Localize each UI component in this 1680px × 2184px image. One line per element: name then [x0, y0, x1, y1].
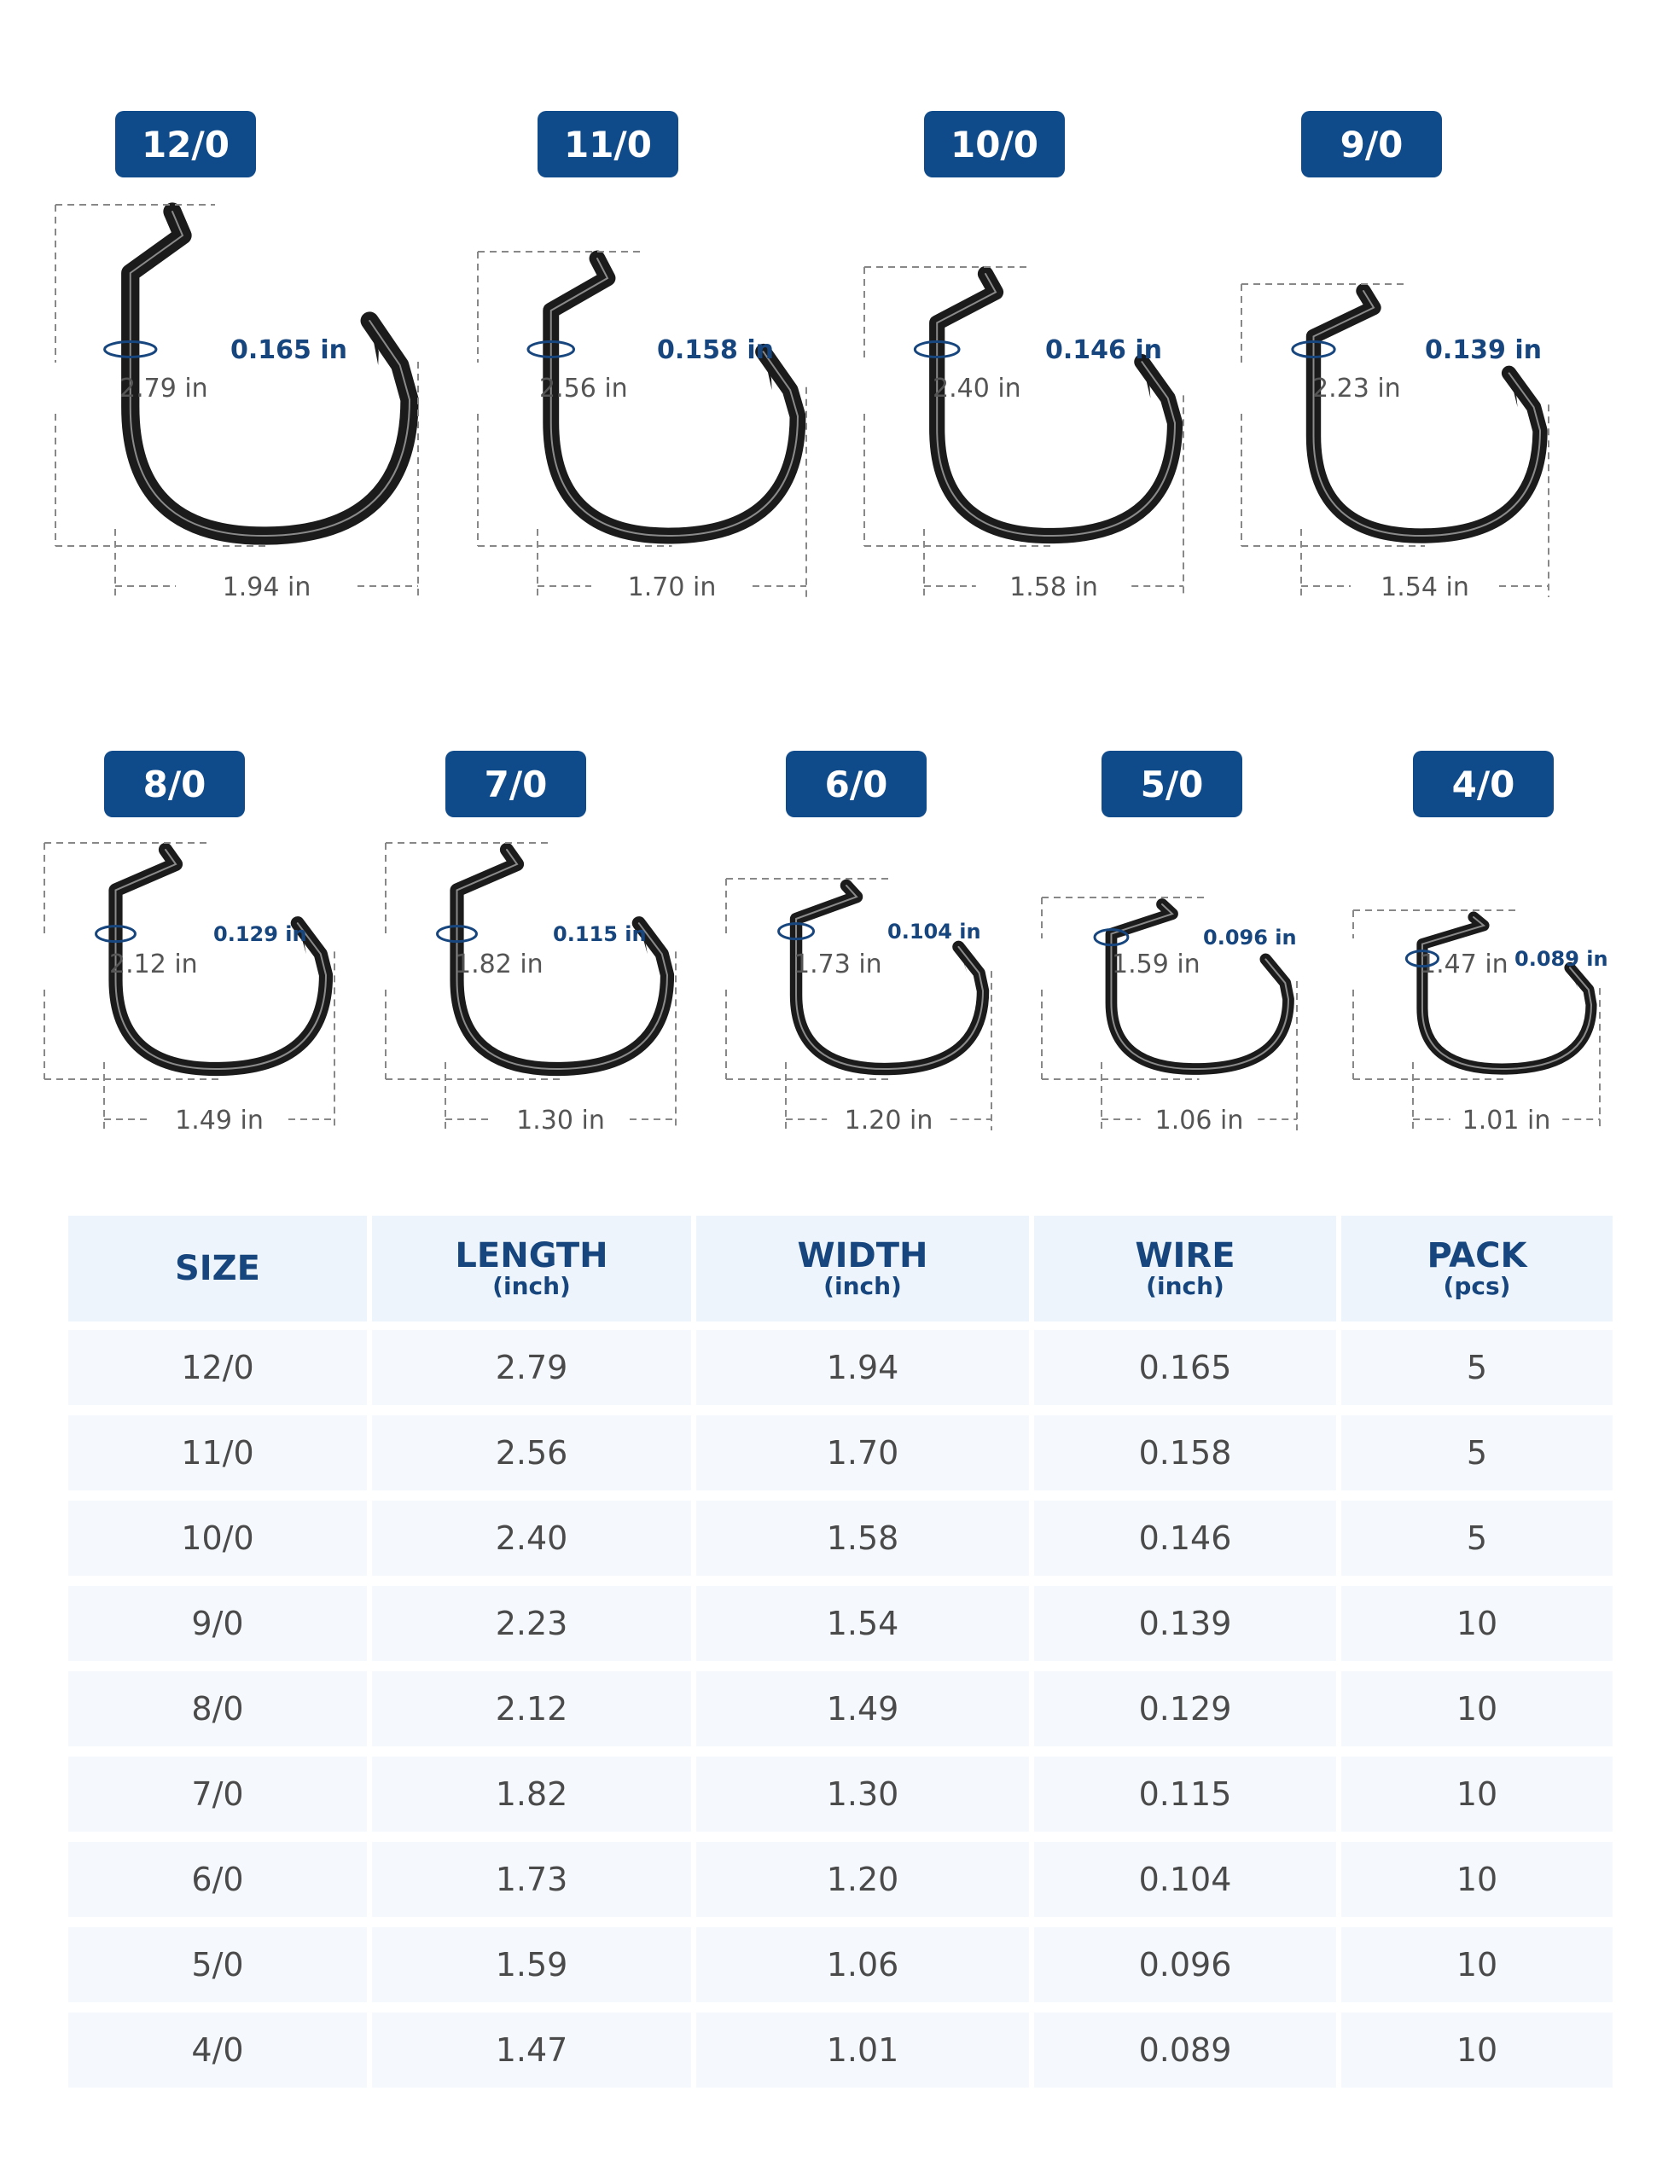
table-cell [696, 2013, 1029, 2088]
header-unit: (inch) [823, 1272, 902, 1300]
size-badge-label: 5/0 [1140, 764, 1204, 806]
table-cell [372, 1415, 691, 1490]
table-cell [1034, 2013, 1336, 2088]
wire-label: 0.089 in [1514, 947, 1608, 971]
cell-value: 1.94 [826, 1349, 899, 1386]
table-row [68, 1586, 1613, 1661]
hook-diagram [478, 111, 806, 602]
table-cell [1034, 1415, 1336, 1490]
wire-label: 0.096 in [1203, 926, 1297, 950]
length-label: 2.40 in [933, 374, 1021, 404]
cell-value: 4/0 [191, 2031, 244, 2069]
cell-value: 1.20 [826, 1861, 899, 1898]
table-cell [68, 1415, 367, 1490]
header-width [696, 1216, 1029, 1321]
cell-value: 10 [1456, 1861, 1498, 1898]
table-cell [1034, 1757, 1336, 1832]
wire-label: 0.158 in [657, 335, 774, 365]
table-cell [696, 1330, 1029, 1405]
cell-value: 5/0 [191, 1946, 244, 1984]
cell-value: 10 [1456, 1946, 1498, 1984]
cell-value: 2.56 [495, 1434, 568, 1472]
width-label: 1.06 in [1154, 1106, 1244, 1136]
cell-value: 10 [1456, 1690, 1498, 1728]
header-label: WIDTH [797, 1236, 928, 1275]
table-cell [696, 1842, 1029, 1917]
hook-diagram [864, 111, 1183, 602]
width-label: 1.20 in [844, 1106, 933, 1136]
table-cell [1341, 1330, 1613, 1405]
table-cell [372, 1501, 691, 1576]
table-cell [1034, 1501, 1336, 1576]
table-cell [696, 1671, 1029, 1746]
table-row [68, 1927, 1613, 2002]
cell-value: 6/0 [191, 1861, 244, 1898]
length-label: 2.23 in [1312, 374, 1401, 404]
table-cell [68, 1586, 367, 1661]
header-label: PACK [1427, 1236, 1527, 1275]
table-cell [1034, 1927, 1336, 2002]
table-cell [1341, 1415, 1613, 1490]
table-cell [372, 1842, 691, 1917]
size-badge-label: 9/0 [1340, 124, 1404, 166]
hook-diagram [55, 111, 418, 602]
size-badge-label: 10/0 [950, 124, 1039, 166]
length-label: 2.12 in [109, 950, 198, 979]
table-cell [68, 1842, 367, 1917]
hook-shape [937, 274, 1175, 536]
cell-value: 0.115 [1138, 1775, 1232, 1813]
width-guide [538, 387, 806, 597]
header-unit: (pcs) [1443, 1272, 1511, 1300]
size-badge-label: 7/0 [484, 764, 548, 806]
cell-value: 7/0 [191, 1775, 244, 1813]
cell-value: 0.146 [1138, 1519, 1232, 1557]
header-length [372, 1216, 691, 1321]
cell-value: 10 [1456, 1605, 1498, 1642]
hook-diagram [726, 751, 991, 1136]
width-label: 1.54 in [1381, 572, 1469, 602]
cell-value: 0.139 [1138, 1605, 1232, 1642]
width-label: 1.58 in [1009, 572, 1098, 602]
header-pack [1341, 1216, 1613, 1321]
table-cell [372, 1586, 691, 1661]
cell-value: 11/0 [181, 1434, 254, 1472]
cell-value: 1.70 [826, 1434, 899, 1472]
length-label: 1.82 in [455, 950, 544, 979]
table-body [68, 1330, 1613, 2088]
hook-shape [1314, 291, 1541, 536]
header-wire [1034, 1216, 1336, 1321]
cell-value: 0.165 [1138, 1349, 1232, 1386]
cell-value: 5 [1466, 1349, 1488, 1386]
cell-value: 2.79 [495, 1349, 568, 1386]
table-cell [372, 1330, 691, 1405]
table-cell [1034, 1586, 1336, 1661]
cell-value: 1.54 [826, 1605, 899, 1642]
table-cell [1341, 1586, 1613, 1661]
length-label: 2.56 in [539, 374, 628, 404]
length-label: 1.73 in [793, 950, 882, 979]
table-cell [1341, 1927, 1613, 2002]
cell-value: 5 [1466, 1434, 1488, 1472]
size-badge-label: 6/0 [824, 764, 888, 806]
cell-value: 10 [1456, 1775, 1498, 1813]
table-cell [372, 2013, 691, 2088]
table-cell [68, 1671, 367, 1746]
hook-diagram [1353, 751, 1608, 1136]
table-cell [1341, 1757, 1613, 1832]
size-badge-label: 12/0 [141, 124, 230, 166]
hook-highlight [937, 274, 1175, 536]
width-label: 1.30 in [516, 1106, 605, 1136]
header-unit: (inch) [492, 1272, 571, 1300]
table-cell [1341, 1501, 1613, 1576]
table-cell [68, 2013, 367, 2088]
header-size [68, 1216, 367, 1321]
wire-label: 0.129 in [213, 922, 307, 946]
cell-value: 5 [1466, 1519, 1488, 1557]
table-cell [1341, 1671, 1613, 1746]
wire-label: 0.139 in [1425, 335, 1542, 365]
table-cell [696, 1927, 1029, 2002]
wire-label: 0.146 in [1045, 335, 1162, 365]
wire-label: 0.104 in [887, 920, 981, 944]
cell-value: 1.49 [826, 1690, 899, 1728]
cell-value: 10/0 [181, 1519, 254, 1557]
cell-value: 2.40 [495, 1519, 568, 1557]
table-cell [1034, 1671, 1336, 1746]
size-badge-label: 11/0 [563, 124, 653, 166]
table-header-row [68, 1216, 1613, 1321]
table-cell [1034, 1330, 1336, 1405]
table-row [68, 1671, 1613, 1746]
table-cell [1341, 2013, 1613, 2088]
hook-diagram [44, 751, 334, 1136]
cell-value: 0.096 [1138, 1946, 1232, 1984]
wire-label: 0.115 in [553, 922, 647, 946]
cell-value: 0.129 [1138, 1690, 1232, 1728]
table-row [68, 1842, 1613, 1917]
table-cell [68, 1501, 367, 1576]
hook-diagram [1042, 751, 1297, 1136]
cell-value: 1.47 [495, 2031, 568, 2069]
cell-value: 0.089 [1138, 2031, 1232, 2069]
table-row [68, 1501, 1613, 1576]
table-cell [372, 1671, 691, 1746]
table-row [68, 2013, 1613, 2088]
table-cell [372, 1927, 691, 2002]
cell-value: 8/0 [191, 1690, 244, 1728]
cell-value: 1.73 [495, 1861, 568, 1898]
header-label: SIZE [174, 1249, 261, 1288]
spec-table [68, 1216, 1613, 2098]
table-cell [696, 1501, 1029, 1576]
table-cell [1034, 1842, 1336, 1917]
table-row [68, 1330, 1613, 1405]
width-label: 1.49 in [175, 1106, 264, 1136]
cell-value: 1.58 [826, 1519, 899, 1557]
hook-diagram [1241, 111, 1549, 602]
cell-value: 2.23 [495, 1605, 568, 1642]
width-label: 1.94 in [222, 572, 311, 602]
cell-value: 0.158 [1138, 1434, 1232, 1472]
table-cell [68, 1330, 367, 1405]
cell-value: 1.01 [826, 2031, 899, 2069]
cell-value: 9/0 [191, 1605, 244, 1642]
length-label: 1.47 in [1420, 950, 1509, 979]
cell-value: 1.30 [826, 1775, 899, 1813]
width-label: 1.70 in [627, 572, 717, 602]
table-cell [696, 1415, 1029, 1490]
length-label: 1.59 in [1112, 950, 1200, 979]
header-unit: (inch) [1146, 1272, 1224, 1300]
cell-value: 1.06 [826, 1946, 899, 1984]
cell-value: 12/0 [181, 1349, 254, 1386]
hook-diagram [386, 751, 676, 1136]
cell-value: 10 [1456, 2031, 1498, 2069]
wire-label: 0.165 in [230, 335, 347, 365]
table-cell [372, 1757, 691, 1832]
cell-value: 1.59 [495, 1946, 568, 1984]
table-cell [1341, 1842, 1613, 1917]
table-cell [68, 1927, 367, 2002]
size-badge-label: 8/0 [142, 764, 206, 806]
header-label: LENGTH [455, 1236, 608, 1275]
cell-value: 0.104 [1138, 1861, 1232, 1898]
hook-shape [1422, 917, 1591, 1069]
cell-value: 2.12 [495, 1690, 568, 1728]
table-row [68, 1415, 1613, 1490]
cell-value: 1.82 [495, 1775, 568, 1813]
length-label: 2.79 in [119, 374, 208, 404]
table-row [68, 1757, 1613, 1832]
size-badge-label: 4/0 [1451, 764, 1515, 806]
table-cell [68, 1757, 367, 1832]
width-label: 1.01 in [1462, 1106, 1551, 1136]
header-label: WIRE [1135, 1236, 1235, 1275]
table-cell [696, 1586, 1029, 1661]
table-cell [696, 1757, 1029, 1832]
